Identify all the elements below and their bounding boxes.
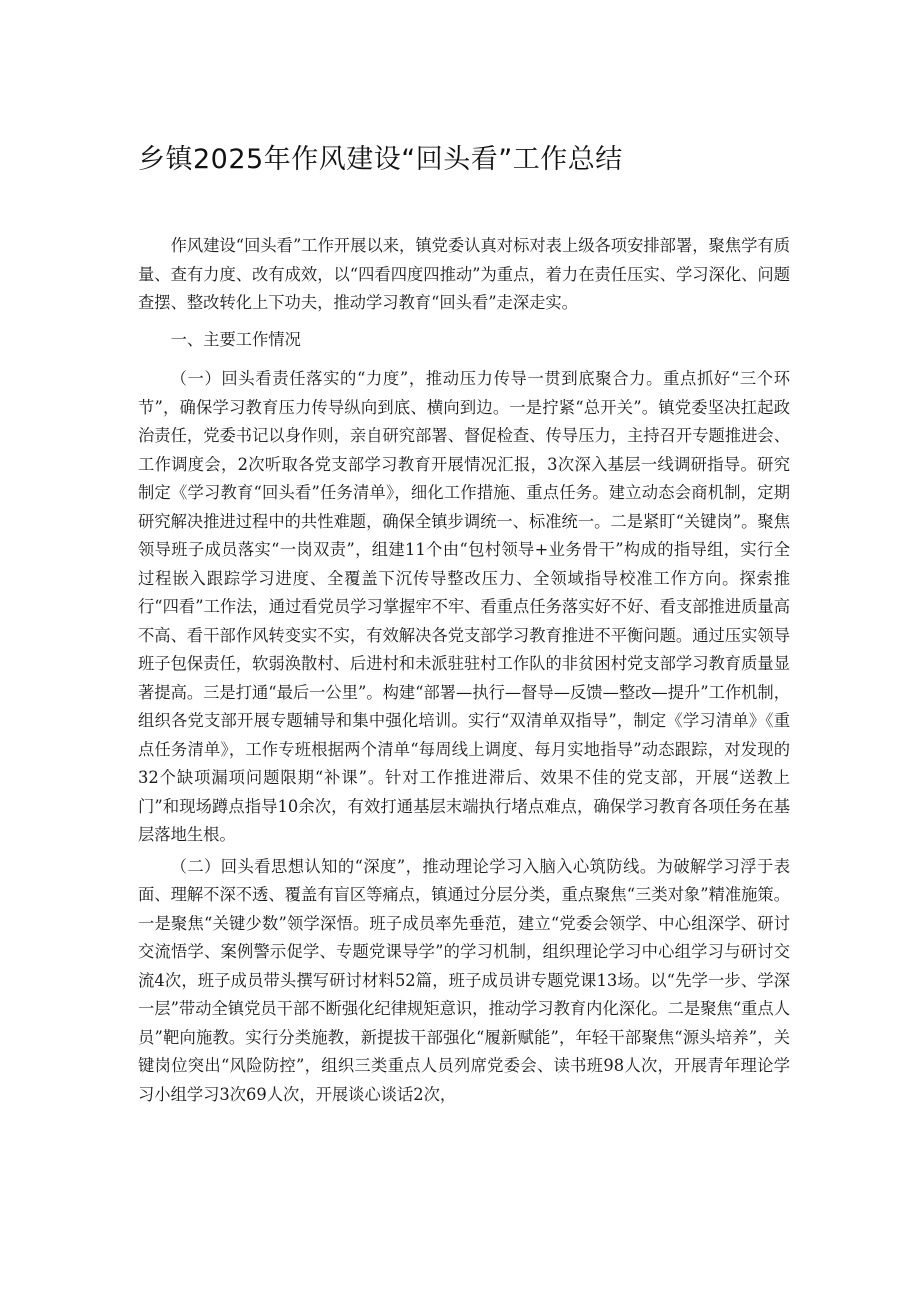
section-heading-1: 一、主要工作情况 [170,329,301,349]
document-title: 乡镇2025年作风建设“回头看”工作总结 [138,144,623,175]
paragraph-theory-study: （二）回头看思想认知的“深度”，推动理论学习入脑入心筑防线。为破解学习浮于表面、理解不深不透、覆盖有盲区等痛点，镇通过分层分类，重点聚焦“三类对象”精准施策。一是聚焦“关键少数”领学深悟。班子成员率先垂范，建立“党委会领学、中心组深学、研讨交流悟学、案例警示促学、专题党课导学”的学习机制，组织理论学习中心组学习与研讨交流4次，班子成员带头撰写研讨材料52篇，班子成员讲专题党课13场。以“先学一步、学深一层”带动全镇党员干部不断强化纪律规矩意识，推动学习教育内化深化。二是聚焦“重点人员”靶向施教。实行分类施教，新提拔干部强化“履新赋能”，年轻干部聚焦“源头培养”，关键岗位突出“风险防控”，组织三类重点人员列席党委会、读书班98人次，开展青年理论学习小组学习3次69人次，开展谈心谈话2次， [138,856,790,1104]
document-body [138,232,790,1112]
intro-paragraph: 作风建设“回头看”工作开展以来，镇党委认真对标对表上级各项安排部署，聚焦学有质量、查有力度、改有成效，以“四看四度四推动”为重点，着力在责任压实、学习深化、问题查摆、整改转化上下功夫，推动学习教育“回头看”走深走实。 [138,236,790,312]
paragraph-responsibility: （一）回头看责任落实的“力度”，推动压力传导一贯到底聚合力。重点抓好“三个环节”，确保学习教育压力传导纵向到底、横向到边。一是拧紧“总开关”。镇党委坚决扛起政治责任，党委书记以身作则，亲自研究部署、督促检查、传导压力，主持召开专题推进会、工作调度会，2次听取各党支部学习教育开展情况汇报，3次深入基层一线调研指导。研究制定《学习教育“回头看”任务清单》，细化工作措施、重点任务。建立动态会商机制，定期研究解决推进过程中的共性难题，确保全镇步调统一、标准统一。二是紧盯“关键岗”。聚焦领导班子成员落实“一岗双责”，组建11个由“包村领导+业务骨干”构成的指导组，实行全过程嵌入跟踪学习进度、全覆盖下沉传导整改压力、全领域指导校准工作方向。探索推行“四看”工作法，通过看党员学习掌握牢不牢、看重点任务落实好不好、看支部推进质量高不高、看干部作风转变实不实，有效解决各党支部学习教育推进不平衡问题。通过压实领导班子包保责任，软弱涣散村、后进村和未派驻驻村工作队的非贫困村党支部学习教育质量显著提高。三是打通“最后一公里”。构建“部署—执行—督导—反馈—整改—提升”工作机制，组织各党支部开展专题辅导和集中强化培训。实行“双清单双指导”，制定《学习清单》《重点任务清单》，工作专班根据两个清单“每周线上调度、每月实地指导”动态跟踪，对发现的32个缺项漏项问题限期“补课”。针对工作推进滞后、效果不佳的党支部，开展“送教上门”和现场蹲点指导10余次，有效打通基层末端执行堵点难点，确保学习教育各项任务在基层落地生根。 [138,369,790,844]
